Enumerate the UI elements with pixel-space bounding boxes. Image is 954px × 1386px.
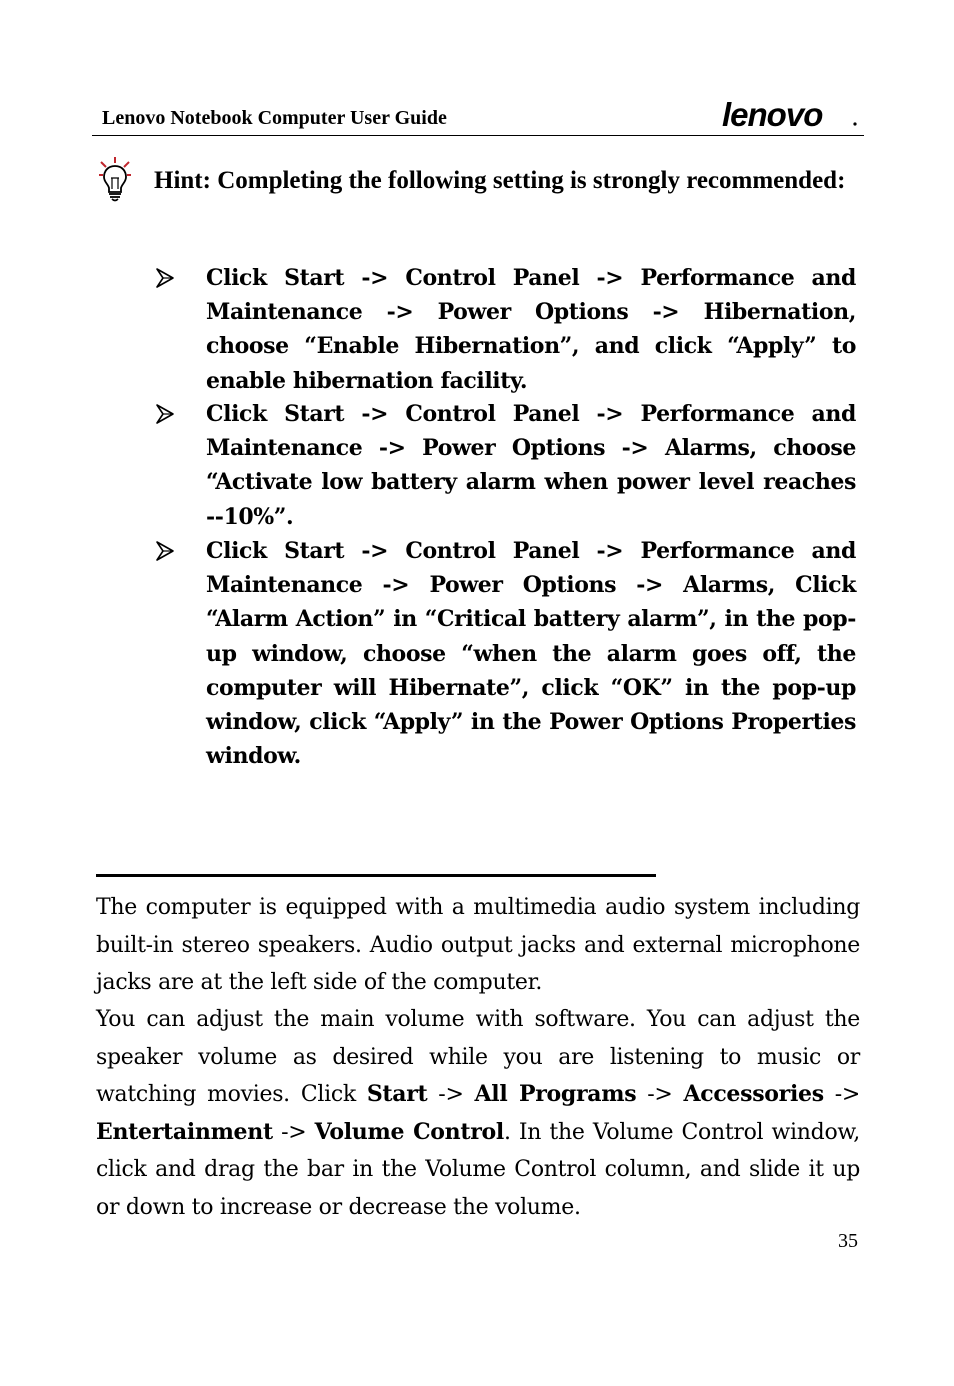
arrowhead-bullet-icon	[155, 266, 185, 290]
arrowhead-bullet-icon	[155, 539, 185, 563]
menu-entertainment: Entertainment	[96, 1118, 273, 1145]
page-number: 35	[838, 1230, 858, 1252]
arrowhead-bullet-icon	[155, 402, 185, 426]
menu-volume-control: Volume Control	[314, 1118, 504, 1145]
hint-step-3: Click Start -> Control Panel -> Performance and Maintenance -> Power Options -> Alarms, Click “Alarm Action” in “Critical battery alarm”, in the pop-up window, choose “when the alarm goes off, the computer will Hibernate”, click “OK” in the pop-up window, click “Apply” in the Power Options Properties window.	[206, 538, 856, 770]
hint-step-1: Click Start -> Control Panel -> Performance and Maintenance -> Power Options -> Hibernation, choose “Enable Hibernation”, and click “Apply” to enable hibernation facility.	[206, 265, 856, 394]
para-text: . In the Volume Control window, click and drag the bar in the Volume Control column, and slide it up or down to increase or decrease the volume.	[96, 1119, 861, 1220]
menu-separator: ->	[272, 1119, 315, 1145]
header-rule	[92, 135, 864, 136]
audio-paragraph-1: The computer is equipped with a multimedia audio system including built-in stereo speakers. Audio output jacks and external microphone jacks are at the left side of the computer.	[96, 895, 860, 996]
header-title: Lenovo Notebook Computer User Guide	[102, 107, 447, 129]
menu-separator: ->	[636, 1082, 684, 1108]
hint-text: Hint: Completing the following setting is strongly recommended:	[154, 167, 846, 194]
menu-separator: ->	[823, 1082, 861, 1108]
para-text: You can adjust the main volume with software. You can adjust the speaker volume as desired while you are listening to music or watching movies. Click	[96, 1007, 860, 1108]
lenovo-logo	[722, 100, 858, 132]
audio-paragraph-2	[96, 1001, 860, 1227]
menu-accessories: Accessories	[683, 1081, 824, 1108]
menu-start: Start	[366, 1081, 428, 1108]
lightbulb-icon	[98, 156, 132, 202]
footnote-rule	[96, 874, 656, 877]
menu-separator: ->	[427, 1082, 475, 1108]
menu-all-programs: All Programs	[474, 1081, 637, 1108]
hint-step-2: Click Start -> Control Panel -> Performance and Maintenance -> Power Options -> Alarms, choose “Activate low battery alarm when power level reaches --10%”.	[206, 401, 856, 530]
logo-text: lenovo	[722, 100, 823, 132]
